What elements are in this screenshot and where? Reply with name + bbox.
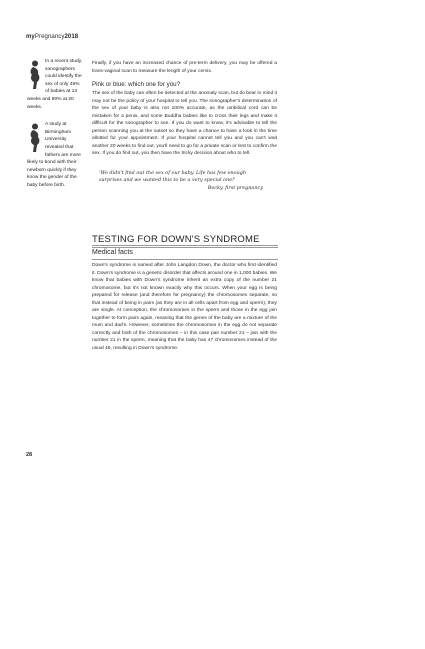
subheading-pink-blue: Pink or blue: which one for you? [92,81,181,89]
page-number: 28 [26,452,33,458]
pregnant-woman-icon [27,123,42,153]
quote-text: 'We didn't find out the sex of our baby. Life has few enough surprises and we wanted this to be a very special one!' [99,170,247,184]
sidebar-facts [27,58,83,190]
paragraph-downs-syndrome: Down's syndrome is named after John Langdon Down, the doctor who first identified it. Down's syndrome is a genetic disorder that affects around one in 1,000 babies. We know that babies with Down's syndrome inherit an extra copy of the number 21 chromosome, but it's not known exactly why this occurs. When your egg is being prepared for release (and therefore for pregnancy) the chromosomes separate, so that instead of being in pairs (as they are in all cells apart from egg and sperm), they are single. At conception, the chromosomes in the sperm and those in the egg join together to form pairs again, meaning that the genes of the baby are a mixture of the mum and dad's. However, sometimes the chromosomes in the egg do not separate correctly and both of the chromosomes – in this case pair number 21 – join with the number 21 in the sperm, meaning that the baby has 47 chromosomes instead of the usual 46, resulting in Down's syndrome. [92,263,277,352]
fact-box-2 [27,121,83,189]
fact-text-1: In a recent study, sonographers could identify the sex of only 46% of babies at 13 weeks and 80% at 20 weeks. [27,59,83,110]
subsection-rule [92,259,278,260]
brand-my: my [26,34,35,40]
section-rule-bottom [92,247,278,248]
pull-quote [99,170,269,192]
magazine-header [26,34,78,40]
section-rule-top [92,245,278,246]
fact-text-2: A study at Birmingham University revealed that fathers are more likely to bond with their newborn quickly if they know the gender of the baby before birth. [27,122,81,188]
pregnant-woman-icon [27,60,42,90]
paragraph-sex-detection: The sex of the baby can often be detected at the anomaly scan, but do bear in mind it may not be the policy of your hospital to tell you. The sonographer's determination of the sex of your baby is also not 100% accurate, as the umbilical cord can be mistaken for a penis, and some Buddha babies like to cross their legs and make it difficult for the sonographer to see. If you do want to know, it's advisable to tell the person scanning you at the outset so they have a chance to have a look in the time allotted for your appointment. If your hospital cannot tell you and you can't wait another 20 weeks to find out, you'll need to go for a private scan or test to confirm the sex. If you do find out, you then have the tricky decision about who to tell. [92,91,277,157]
article-body [92,60,277,192]
paragraph-cervix: Finally, if you have an increased chance of pre-term delivery, you may be offered a trans-vaginal scan to measure the length of your cervix. [92,61,277,74]
fact-box-1 [27,58,83,111]
section-title: TESTING FOR DOWN'S SYNDROME [92,234,260,245]
quote-attribution: Becky, first pregnancy [207,184,263,191]
section-body [92,262,277,353]
brand-pregnancy: Pregnancy [34,34,65,40]
brand-year: 2018 [64,34,79,40]
section-subtitle: Medical facts [92,249,133,256]
